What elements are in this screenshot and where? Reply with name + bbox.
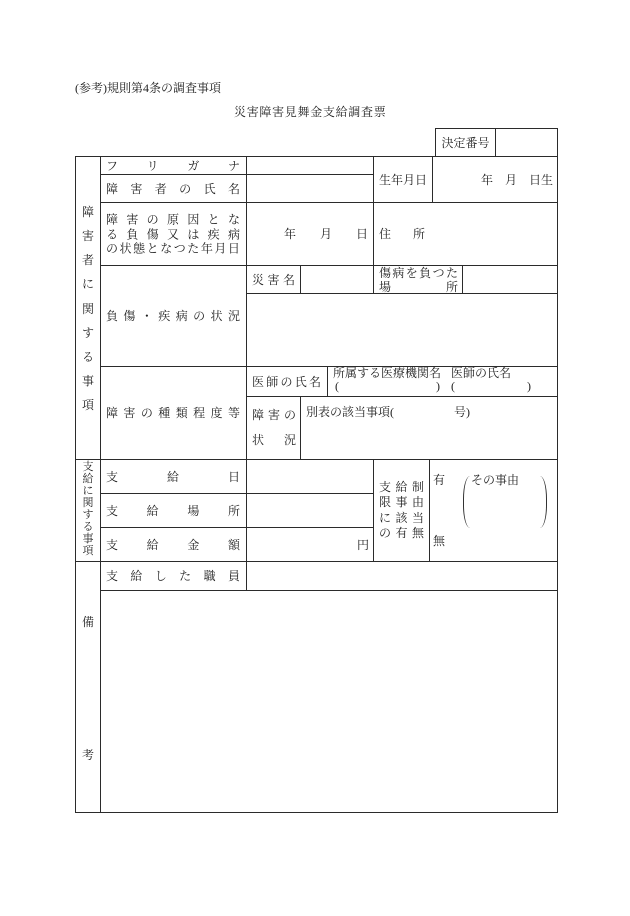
label-glyph: 事 <box>395 495 408 509</box>
label-glyph: 害 <box>267 272 280 287</box>
label-glyph: 金 <box>187 537 200 552</box>
address-label <box>379 227 425 241</box>
label-glyph: 名 <box>282 272 295 287</box>
cause-label-line <box>106 212 240 227</box>
paren-open: ( <box>451 379 455 393</box>
medical-institution-label: 所属する医療機関名 <box>333 366 442 380</box>
label-glyph: 給 <box>146 537 159 552</box>
label-glyph: 所 <box>227 503 240 518</box>
furigana-label-cell <box>100 156 247 175</box>
amount-unit: 円 <box>356 537 369 552</box>
label-glyph: 疾 <box>158 309 171 323</box>
label-glyph: 程 <box>193 406 206 420</box>
label-glyph: 給 <box>395 479 408 494</box>
label-glyph: る <box>106 226 119 241</box>
decision-number-label: 決定番号 <box>441 136 490 150</box>
label-glyph: は <box>187 226 200 241</box>
label-glyph: ガ <box>187 158 200 173</box>
label-glyph: た <box>445 265 458 280</box>
label-glyph: 当 <box>411 510 424 525</box>
disability-status-label-line <box>252 403 296 428</box>
label-glyph: 障 <box>81 205 94 219</box>
restriction-yes: 有 <box>433 473 446 487</box>
doctor-name-label <box>252 375 321 389</box>
label-glyph: 関 <box>82 497 94 509</box>
paren-close: ) <box>436 379 440 393</box>
injury-place-label <box>379 266 458 294</box>
doctor-name-paren-row <box>451 380 531 393</box>
doctor-name-label-cell <box>246 366 328 397</box>
label-glyph: と <box>207 212 220 227</box>
label-glyph: 有 <box>395 526 408 540</box>
reason-bracket-close <box>540 476 547 528</box>
doctor-info-field <box>327 366 558 397</box>
label-glyph: 因 <box>187 212 200 227</box>
label-glyph: 由 <box>411 495 424 509</box>
disability-status-label-line <box>252 428 296 453</box>
restriction-label-line <box>379 511 424 527</box>
paren-open: ( <box>335 379 339 393</box>
remarks-section-header <box>75 561 101 813</box>
reference-note: (参考)規則第4条の調査事項 <box>75 81 221 95</box>
label-glyph: 病 <box>227 226 240 241</box>
label-glyph: 支 <box>82 461 94 473</box>
paren-close: ) <box>527 379 531 393</box>
restriction-label-line <box>379 480 424 496</box>
label-glyph: 額 <box>227 537 240 552</box>
label-glyph: 又 <box>166 226 179 241</box>
disability-type-label <box>106 406 240 420</box>
label-glyph: 日 <box>227 469 240 484</box>
label-glyph: す <box>81 325 94 340</box>
payment-section-title <box>76 461 100 557</box>
payment-place-label <box>106 504 240 518</box>
cause-date-format: 年 月 日 <box>283 227 368 241</box>
cause-label-cell <box>100 202 247 266</box>
furigana-label <box>106 159 240 173</box>
label-glyph: 支 <box>106 469 119 484</box>
label-glyph: 疾 <box>207 226 220 241</box>
label-glyph: な <box>227 212 240 227</box>
payment-date-field <box>246 459 374 494</box>
label-glyph: 等 <box>227 406 240 420</box>
name-label <box>106 182 240 196</box>
label-glyph: た <box>179 569 192 583</box>
label-glyph: 給 <box>146 503 159 518</box>
label-glyph: す <box>82 509 94 521</box>
disability-status-label-cell <box>246 396 301 460</box>
cause-date-field <box>246 202 374 266</box>
form-title: 災害障害見舞金支給調査票 <box>234 105 387 119</box>
label-glyph: た <box>187 241 200 256</box>
cause-label-line <box>106 227 240 242</box>
label-glyph: 支 <box>379 479 392 494</box>
label-glyph: し <box>154 569 167 583</box>
label-glyph: 項 <box>82 545 94 557</box>
label-glyph: 名 <box>308 374 321 389</box>
label-glyph: の <box>179 181 192 196</box>
disabled-person-section-header <box>75 156 101 460</box>
payment-place-label-cell <box>100 493 247 528</box>
label-glyph: 氏 <box>203 181 216 196</box>
staff-label-cell <box>100 561 247 591</box>
decision-number-field <box>495 128 558 157</box>
label-glyph: 況 <box>227 309 240 323</box>
label-glyph: 状 <box>119 241 132 256</box>
cause-label-line <box>106 241 240 256</box>
label-glyph: 状 <box>210 309 223 323</box>
label-glyph: ナ <box>227 158 240 173</box>
label-glyph: 種 <box>158 406 171 420</box>
label-glyph: 職 <box>203 569 216 583</box>
name-field <box>246 174 374 203</box>
label-glyph: 傷 <box>123 309 136 323</box>
label-glyph: フ <box>106 158 119 173</box>
payment-place-field <box>246 493 374 528</box>
label-glyph: の <box>379 526 392 540</box>
label-glyph: つ <box>173 241 186 256</box>
furigana-field <box>246 156 374 175</box>
label-glyph: の <box>193 309 206 323</box>
label-glyph: 病 <box>392 265 405 280</box>
remarks-section-title <box>76 616 100 761</box>
label-glyph: 項 <box>81 398 94 412</box>
payment-section-header <box>75 459 101 562</box>
reason-bracket-open <box>463 476 470 528</box>
label-glyph: 災 <box>252 272 265 287</box>
doctor-name-block <box>451 367 531 393</box>
payment-date-label-cell <box>100 459 247 494</box>
restriction-label-line <box>379 526 424 542</box>
appendix-item-text: 別表の該当事項( 号) <box>306 405 470 419</box>
label-glyph: に <box>82 485 94 497</box>
label-glyph: 備 <box>81 615 94 629</box>
label-glyph: 員 <box>227 569 240 583</box>
label-glyph: に <box>81 277 94 292</box>
label-glyph: 所 <box>445 279 458 294</box>
label-glyph: 態 <box>133 241 146 256</box>
label-glyph: る <box>82 521 94 533</box>
label-glyph: 場 <box>187 503 200 518</box>
label-glyph: 者 <box>81 253 94 268</box>
label-glyph: と <box>146 241 159 256</box>
label-glyph: 害 <box>130 181 143 196</box>
disability-status-label <box>252 403 296 453</box>
medical-institution-paren-row <box>333 380 441 393</box>
payment-date-label <box>106 470 240 484</box>
disability-status-field <box>300 396 558 460</box>
disaster-name-field <box>300 265 374 294</box>
payment-amount-label-cell <box>100 527 247 562</box>
label-glyph: 負 <box>126 226 139 241</box>
label-glyph: 傷 <box>379 265 392 280</box>
label-glyph: 事 <box>81 373 94 388</box>
injury-place-label-line <box>379 280 458 294</box>
label-glyph: 況 <box>283 433 296 447</box>
label-glyph: に <box>379 510 392 525</box>
label-glyph: 場 <box>379 279 392 294</box>
label-glyph: な <box>160 241 173 256</box>
label-glyph: 給 <box>82 473 94 485</box>
label-glyph: 無 <box>411 526 424 540</box>
label-glyph: 障 <box>106 406 119 420</box>
staff-label <box>106 569 240 583</box>
injury-condition-label-cell <box>100 265 247 367</box>
label-glyph: 年 <box>200 241 213 256</box>
label-glyph: 害 <box>126 212 139 227</box>
injury-place-field <box>462 265 558 294</box>
restriction-label-cell <box>373 459 430 562</box>
address-cell <box>373 202 558 266</box>
label-glyph: 類 <box>175 406 188 420</box>
doctor-name-sublabel: 医師の氏名 <box>451 366 512 380</box>
label-glyph: 師 <box>266 374 279 389</box>
disability-type-label-cell <box>100 366 247 460</box>
label-glyph: 支 <box>106 537 119 552</box>
birthdate-label-cell <box>373 156 433 203</box>
medical-institution-block <box>333 367 441 393</box>
label-glyph: 給 <box>130 569 143 583</box>
label-glyph: 害 <box>81 229 94 244</box>
payment-amount-field <box>246 527 374 562</box>
injury-place-label-line <box>379 266 458 280</box>
label-glyph: リ <box>146 158 159 173</box>
label-glyph: る <box>81 349 94 364</box>
label-glyph: を <box>405 265 418 280</box>
label-glyph: 考 <box>81 748 94 762</box>
label-glyph: 支 <box>106 569 119 583</box>
label-glyph: 状 <box>252 433 265 447</box>
name-label-cell <box>100 174 247 203</box>
label-glyph: 所 <box>412 227 425 241</box>
label-glyph: 害 <box>267 408 280 422</box>
injury-condition-label <box>106 309 240 323</box>
label-glyph: 給 <box>166 469 179 484</box>
label-glyph: の <box>283 408 296 422</box>
label-glyph: の <box>146 212 159 227</box>
injury-place-label-cell <box>373 265 463 294</box>
label-glyph: 月 <box>214 241 227 256</box>
cause-label <box>106 212 240 256</box>
restriction-label-line <box>379 495 424 511</box>
label-glyph: 負 <box>106 309 119 323</box>
label-glyph: 事 <box>82 533 94 545</box>
label-glyph: の <box>140 406 153 420</box>
label-glyph: 名 <box>227 181 240 196</box>
payment-amount-label <box>106 538 240 552</box>
label-glyph: 限 <box>379 495 392 509</box>
label-glyph: 原 <box>166 212 179 227</box>
disaster-name-label <box>252 273 295 287</box>
restriction-reason-label: その事由 <box>471 473 520 487</box>
label-glyph: 日 <box>227 241 240 256</box>
label-glyph: の <box>280 374 293 389</box>
decision-number-label-cell <box>435 128 496 157</box>
restriction-field <box>429 459 558 562</box>
label-glyph: 傷 <box>146 226 159 241</box>
label-glyph: 障 <box>106 181 119 196</box>
label-glyph: 害 <box>123 406 136 420</box>
label-glyph: ・ <box>140 309 153 323</box>
label-glyph: 該 <box>395 510 408 525</box>
disabled-person-section-title <box>76 206 100 411</box>
birthdate-field <box>432 156 558 203</box>
label-glyph: 度 <box>210 406 223 420</box>
label-glyph: 病 <box>175 309 188 323</box>
label-glyph: つ <box>432 265 445 280</box>
label-glyph: 医 <box>252 374 265 389</box>
label-glyph: 負 <box>419 265 432 280</box>
staff-field <box>246 561 558 591</box>
remarks-field <box>100 590 558 813</box>
injury-condition-field <box>246 293 558 367</box>
label-glyph: 制 <box>411 479 424 494</box>
label-glyph: 障 <box>106 212 119 227</box>
label-glyph: 障 <box>252 408 265 422</box>
birthdate-label: 生年月日 <box>378 173 427 187</box>
label-glyph: 者 <box>154 181 167 196</box>
label-glyph: 関 <box>81 301 94 316</box>
restriction-no: 無 <box>433 534 446 548</box>
label-glyph: 支 <box>106 503 119 518</box>
label-glyph: の <box>106 241 119 256</box>
disaster-name-label-cell <box>246 265 301 294</box>
restriction-label <box>379 480 424 542</box>
birthdate-format: 年 月 日生 <box>480 172 553 187</box>
label-glyph: 住 <box>379 227 392 241</box>
label-glyph: 氏 <box>294 374 307 389</box>
